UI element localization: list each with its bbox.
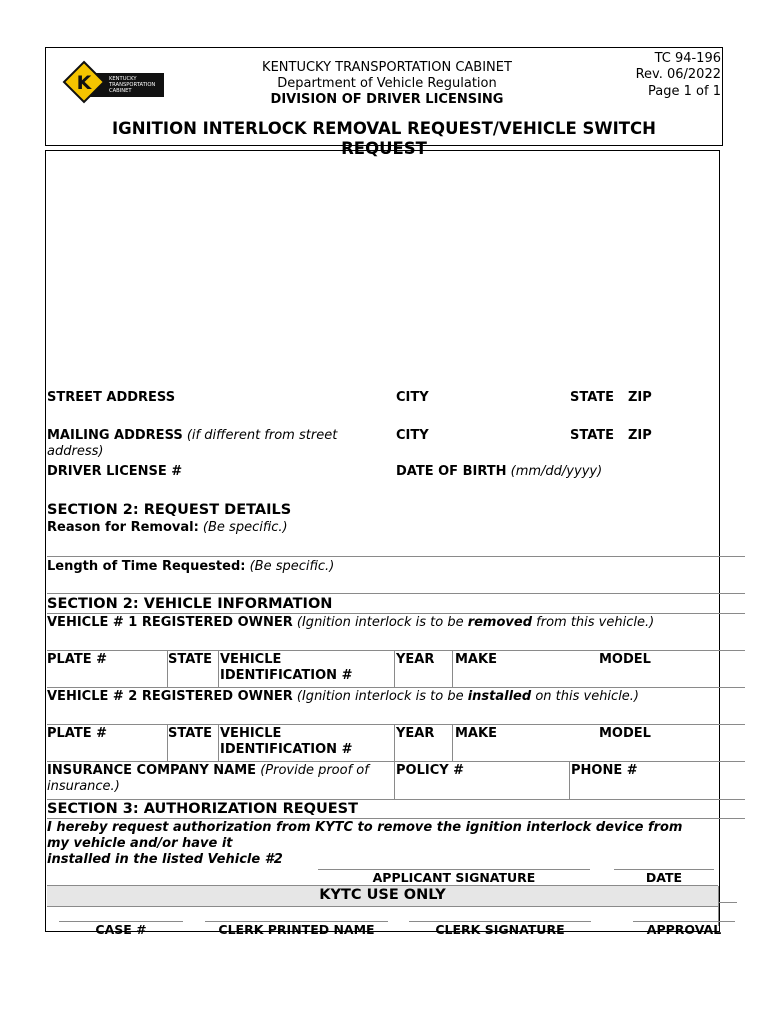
vehicle1-note-c: from this vehicle.) — [532, 615, 655, 630]
v1-row-line[interactable] — [47, 687, 745, 688]
v2-divider-2 — [218, 724, 219, 762]
svg-text:TRANSPORTATION: TRANSPORTATION — [109, 82, 156, 88]
kytc-fields-clip — [47, 906, 737, 937]
svg-text:CABINET: CABINET — [109, 88, 132, 94]
form-revision: Rev. 06/2022 — [635, 67, 721, 82]
mailing-address-note: (if different from street address) — [47, 428, 338, 459]
reason-text: Reason for Removal: — [47, 520, 199, 535]
department-name: Department of Vehicle Regulation — [277, 76, 497, 91]
authorization-statement-3: installed in the listed Vehicle #2 — [47, 852, 283, 867]
zip-label: ZIP — [628, 390, 652, 405]
state-label: STATE — [570, 390, 615, 405]
v2-year-label: YEAR — [396, 726, 435, 741]
dob-format: (mm/dd/yyyy) — [510, 464, 603, 479]
applicant-date-label: DATE — [645, 870, 683, 885]
section3-title-line — [47, 818, 745, 819]
v2-make-label: MAKE — [455, 726, 497, 741]
v2-plate-label: PLATE # — [47, 726, 108, 741]
date-of-birth-label — [396, 464, 602, 480]
vehicle2-owner-text: VEHICLE # 2 REGISTERED OWNER — [47, 689, 293, 704]
length-label — [47, 559, 334, 575]
case-label: CASE # — [95, 922, 147, 937]
reason-label — [47, 520, 288, 536]
length-field-line[interactable] — [47, 593, 745, 594]
length-note: (Be specific.) — [249, 559, 335, 574]
v1-state-label: STATE — [168, 652, 213, 667]
v1-plate-label: PLATE # — [47, 652, 108, 667]
mailing-address-label — [47, 428, 377, 460]
form-title-line2: REQUEST — [341, 139, 427, 158]
insurance-note: (Provide proof of insurance.) — [47, 763, 369, 794]
section3-title: SECTION 3: AUTHORIZATION REQUEST — [47, 801, 358, 817]
authorization-statement-1: I hereby request authorization from KYTC to remove the ignition interlock device from — [47, 820, 683, 835]
approval-label: APPROVAL — [646, 922, 722, 937]
mailing-city-label: CITY — [396, 428, 429, 443]
v2-vin-label: VEHICLE IDENTIFICATION # — [220, 726, 353, 757]
vehicle2-owner-line[interactable] — [47, 724, 745, 725]
dob-text: DATE OF BIRTH — [396, 464, 507, 479]
vehicle2-owner-label — [47, 689, 639, 705]
section2-title: SECTION 2: REQUEST DETAILS — [47, 502, 292, 518]
mailing-address-text: MAILING ADDRESS — [47, 428, 183, 443]
authorization-statement-2: my vehicle and/or have it — [47, 836, 233, 851]
applicant-signature-label: APPLICANT SIGNATURE — [372, 870, 536, 885]
vehicle1-note-b: removed — [467, 615, 533, 630]
title-clip — [47, 119, 721, 158]
vehicle-section-title: SECTION 2: VEHICLE INFORMATION — [47, 596, 333, 612]
phone-label: PHONE # — [571, 763, 638, 778]
kytc-logo — [62, 60, 166, 104]
svg-text:KENTUCKY: KENTUCKY — [109, 76, 137, 82]
reason-note: (Be specific.) — [202, 520, 288, 535]
city-label: CITY — [396, 390, 429, 405]
v2-divider-4 — [452, 724, 453, 762]
length-text: Length of Time Requested: — [47, 559, 246, 574]
v2-state-label: STATE — [168, 726, 213, 741]
clerk-signature-label: CLERK SIGNATURE — [435, 922, 565, 937]
insurance-divider-2 — [569, 761, 570, 799]
v1-year-label: YEAR — [396, 652, 435, 667]
vehicle1-owner-label — [47, 615, 654, 631]
mailing-state-label: STATE — [570, 428, 615, 443]
v1-divider-2 — [218, 650, 219, 688]
vehicle1-owner-text: VEHICLE # 1 REGISTERED OWNER — [47, 615, 293, 630]
mailing-zip-label: ZIP — [628, 428, 652, 443]
v1-divider-4 — [452, 650, 453, 688]
reason-field-line[interactable] — [47, 556, 745, 557]
v2-row-line[interactable] — [47, 761, 745, 762]
kytc-logo-icon — [62, 60, 166, 104]
v2-model-label: MODEL — [599, 726, 651, 741]
v1-make-label: MAKE — [455, 652, 497, 667]
policy-label: POLICY # — [396, 763, 465, 778]
v1-model-label: MODEL — [599, 652, 651, 667]
form-number: TC 94-196 — [654, 51, 721, 66]
kytc-top-line — [719, 902, 737, 903]
svg-text:K: K — [76, 72, 92, 94]
insurance-text: INSURANCE COMPANY NAME — [47, 763, 257, 778]
insurance-divider-1 — [394, 761, 395, 799]
vehicle2-note-c: on this vehicle.) — [531, 689, 640, 704]
v2-divider-3 — [394, 724, 395, 762]
vehicle1-owner-line[interactable] — [47, 650, 745, 651]
form-title-line1: IGNITION INTERLOCK REMOVAL REQUEST/VEHICLE SWITCH — [112, 119, 656, 138]
page-number: Page 1 of 1 — [648, 84, 721, 99]
insurance-row-line[interactable] — [47, 799, 745, 800]
v1-vin-label: VEHICLE IDENTIFICATION # — [220, 652, 353, 683]
street-address-label: STREET ADDRESS — [47, 390, 176, 405]
v1-divider-3 — [394, 650, 395, 688]
clerk-name-label: CLERK PRINTED NAME — [218, 922, 375, 937]
vehicle2-note-b: installed — [467, 689, 532, 704]
vehicle1-note-a: (Ignition interlock is to be — [296, 615, 468, 630]
vehicle-title-line — [47, 613, 745, 614]
kytc-use-only-title: KYTC USE ONLY — [319, 887, 446, 903]
insurance-label — [47, 763, 393, 795]
division-name: DIVISION OF DRIVER LICENSING — [270, 92, 504, 107]
driver-license-label: DRIVER LICENSE # — [47, 464, 183, 479]
vehicle2-note-a: (Ignition interlock is to be — [296, 689, 468, 704]
agency-name: KENTUCKY TRANSPORTATION CABINET — [262, 60, 512, 75]
